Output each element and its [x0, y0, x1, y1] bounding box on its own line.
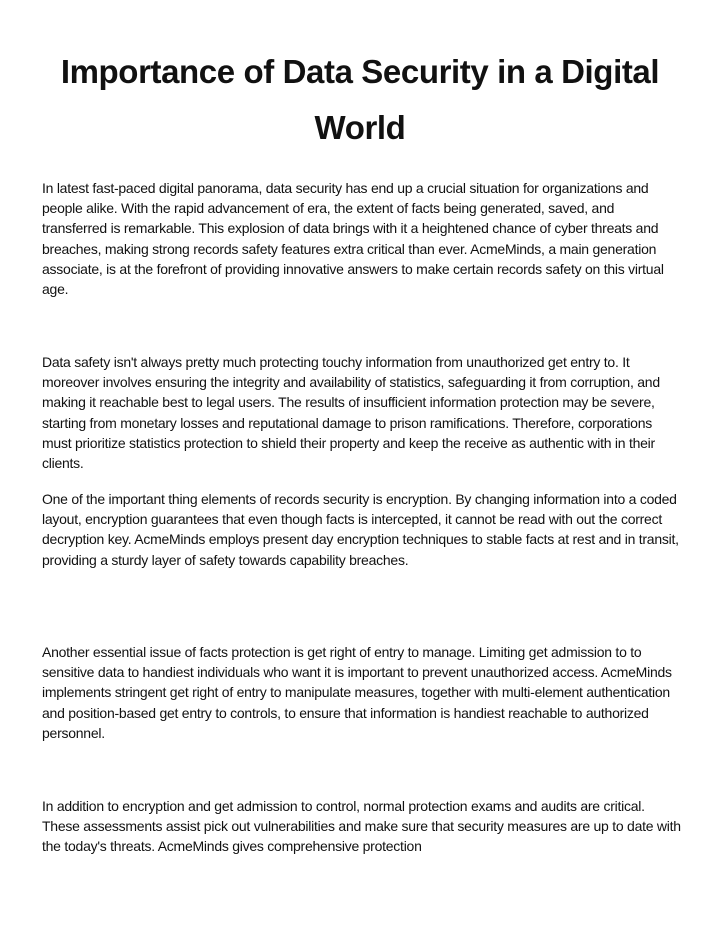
paragraph-intro: In latest fast-paced digital panorama, data security has end up a crucial situation for organizations and people alike. With the rapid advancement of era, the extent of facts being generated, saved, and transferred is remarkable. This explosion of data brings with it a heightened chance of cyber threats and breaches, making strong records safety features extra critical than ever. AcmeMinds, a main generation associate, is at the forefront of providing innovative answers to make certain records safety on this virtual age.: [42, 180, 664, 298]
paragraph-data-safety: Data safety isn't always pretty much protecting touchy information from unauthorized get entry to. It moreover involves ensuring the integrity and availability of statistics, safeguarding it from corruption, and making it reachable best to legal users. The results of insufficient information protection may be severe, starting from monetary losses and reputational damage to prison ramifications. Therefore, corporations must prioritize statistics protection to shield their property and keep the receive as authentic with in their clients.: [42, 354, 660, 472]
paragraph-audits: In addition to encryption and get admission to control, normal protection exams and audits are critical. These assessments assist pick out vulnerabilities and make sure that security measures are up to date with the today's threats. AcmeMinds gives comprehensive protection: [42, 798, 681, 855]
page-title: Importance of Data Security in a Digital World: [60, 53, 660, 146]
paragraph-encryption: One of the important thing elements of records security is encryption. By changing information into a coded layout, encryption guarantees that even though facts is intercepted, it cannot be read with out the correct decryption key. AcmeMinds employs present day encryption techniques to stable facts at rest and in transit, providing a sturdy layer of safety towards capability breaches.: [42, 491, 679, 568]
paragraph-access-control: Another essential issue of facts protection is get right of entry to manage. Limiting get admission to to sensitive data to handiest individuals who want it is important to prevent unauthorized access. AcmeMinds implements stringent get right of entry to manipulate measures, together with multi-element authentication and position-based get entry to controls, to ensure that information is handiest reachable to authorized personnel.: [42, 644, 672, 741]
